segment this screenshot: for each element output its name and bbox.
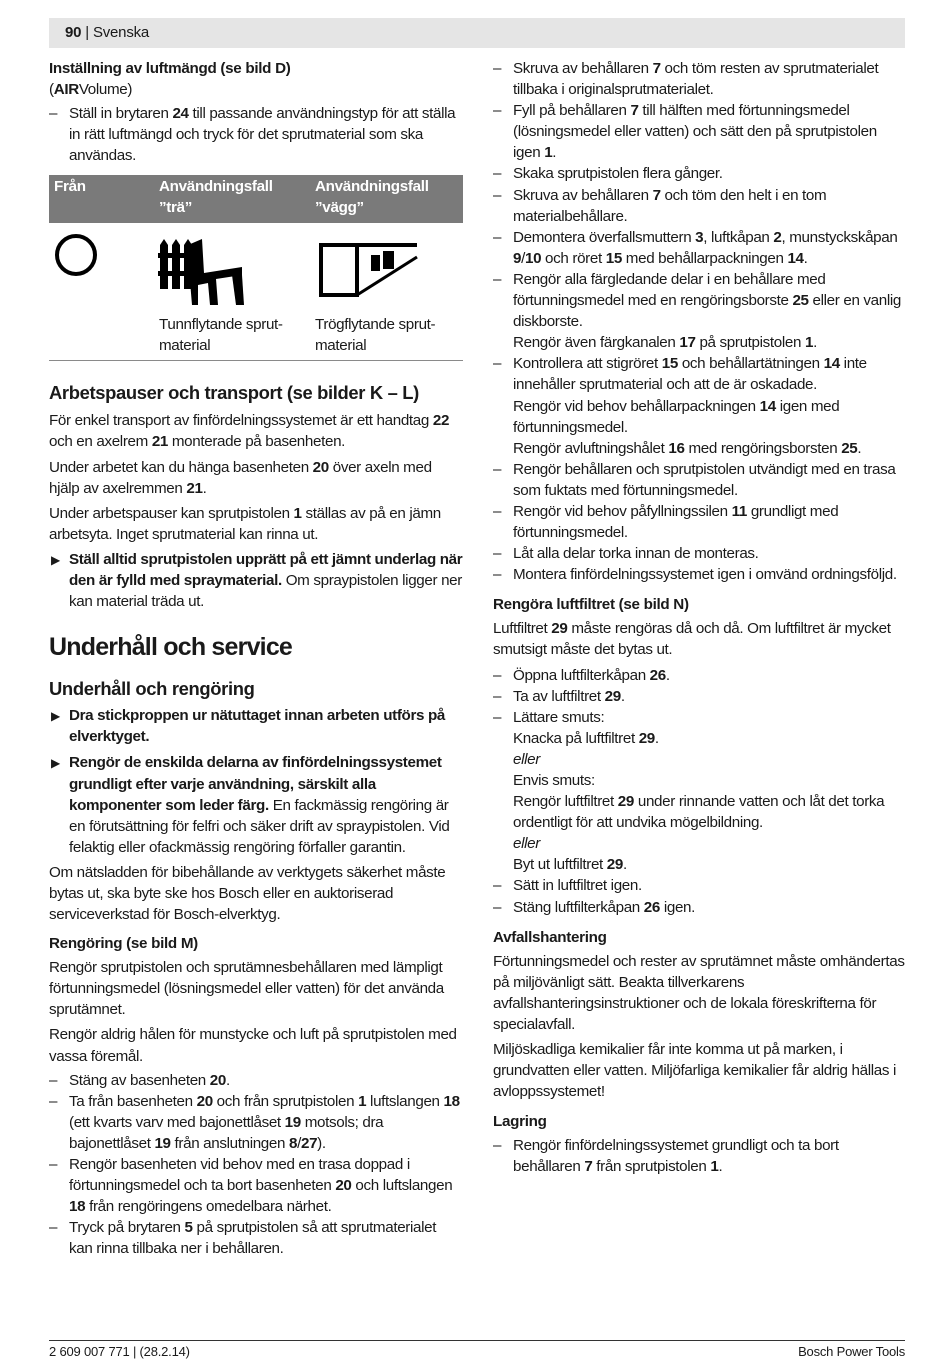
list-item: – Rengör vid behov påfyllningssilen 11 grundligt med förtunningsmedel. [493, 501, 907, 543]
header-text: 90 | Svenska [65, 24, 150, 41]
list-item: – Sätt in luftfiltret igen. [493, 875, 907, 896]
transport-paragraph-1: För enkel transport av finfördelningssystemet är ett handtag 22 och en axelrem 21 monterade på basenheten. [49, 412, 450, 451]
list-item: – Rengör behållaren och sprutpistolen utvändigt med en trasa som fuktats med förtunningsmedel. [493, 459, 907, 501]
list-item: – Rengör alla färgledande delar i en behållare med förtunningsmedel med en rengöringsborste 25 eller en vanlig diskborste. [493, 269, 907, 332]
part-number: 1 [544, 144, 553, 162]
wall-roller-icon [317, 237, 427, 299]
footer-brand: Bosch Power Tools [798, 1344, 905, 1359]
list-item: – Tryck på brytaren 5 på sprutpistolen så att sprutmaterialet kan rinna tillbaka ner i behållaren. [49, 1217, 463, 1259]
table-header-from: Från [54, 178, 86, 196]
header-language: Svenska [92, 24, 150, 41]
page-number: 90 [65, 24, 82, 41]
filter-knock: Knacka på luftfiltret 29. [513, 729, 659, 747]
maintenance-heading: Underhåll och service [49, 633, 293, 662]
part-number: 25 [841, 439, 858, 457]
air-volume-heading: Inställning av luftmängd (se bild D) [49, 60, 291, 77]
cleaning-heading: Rengöring (se bild M) [49, 935, 198, 953]
filter-or-2: eller [513, 835, 540, 853]
label-thin-material: Tunnflytande sprut- material [159, 316, 283, 355]
cleaning-steps-list [49, 1070, 463, 1260]
footer-doc-number: 2 609 007 771 | (28.2.14) [49, 1344, 190, 1359]
air-volume-subtitle: (AIRVolume) [49, 81, 133, 98]
table-label-row [49, 311, 463, 361]
part-number: 29 [606, 856, 623, 874]
part-number: 7 [630, 102, 639, 120]
part-number: 1 [358, 1092, 367, 1110]
part-number: 25 [792, 292, 809, 310]
circle-icon [54, 233, 98, 277]
part-number: 7 [652, 60, 661, 77]
part-number: 26 [649, 666, 666, 684]
cleaning-steps-continued [493, 58, 907, 332]
part-number: 26 [643, 898, 660, 916]
list-item: – Låt alla delar torka innan de monteras. [493, 543, 907, 564]
cleaning-paragraph-1: Rengör sprutpistolen och sprutämnesbehållaren med lämpligt förtunningsmedel (lösningsmedel eller vatten) för det använda sprutämnet. [49, 959, 444, 1019]
part-number: 3 [695, 228, 704, 246]
part-number: 17 [679, 334, 696, 352]
part-number: 9 [513, 249, 522, 267]
unplug-warning: ▶ Dra stickproppen ur nätuttaget innan arbeten utförs på elverktyget. [51, 707, 446, 746]
part-number: 2 [773, 228, 782, 246]
disposal-heading: Avfallshantering [493, 928, 607, 946]
list-item: – Stäng luftfilterkåpan 26 igen. [493, 897, 907, 918]
filter-paragraph: Luftfiltret 29 måste rengöras då och då. Om luftfiltret är mycket smutsigt måste det bytas ut. [493, 620, 891, 659]
air-volume-table [49, 175, 463, 361]
list-item: – Skruva av behållaren 7 och töm den helt i en tom materialbehållare. [493, 185, 907, 227]
page-header [49, 18, 905, 48]
part-number: 24 [172, 105, 189, 123]
part-number: 29 [617, 793, 634, 811]
cleaning-maintenance-heading: Underhåll och rengöring [49, 678, 255, 700]
part-number: 18 [69, 1198, 86, 1216]
filter-replace: Byt ut luftfiltret 29. [513, 856, 627, 874]
power-cord-paragraph: Om nätsladden för bibehållande av verktygets säkerhet måste bytas ut, ska byte ske hos Bosch eller en auktoriserad serviceverkstad för Bosch-elverktyg. [49, 863, 446, 924]
transport-warning: ▶ Ställ alltid sprutpistolen upprätt på ett jämnt underlag när den är fylld med spraymaterial. Om spraypistolen ligger ner kan material träda ut. [51, 550, 463, 611]
part-number: 29 [638, 729, 655, 747]
part-number: 1 [804, 334, 814, 352]
part-number: 14 [759, 397, 776, 415]
part-number: 21 [151, 433, 169, 451]
cleaning-step-check: – Kontrollera att stigröret 15 och behållartätningen 14 inte innehåller sprutmaterial och att de är oskadade. [493, 353, 907, 395]
list-item: – Rengör basenheten vid behov med en trasa doppad i förtunningsmedel och ta bort basenheten 20 och luftslangen 18 från rengöringens omedelbara närhet. [49, 1154, 463, 1217]
transport-paragraph-3: Under arbetspauser kan sprutpistolen 1 ställas av på en jämn arbetsyta. Inget sprutmaterial kan rinna ut. [49, 504, 441, 543]
table-header-wall: Användningsfall ”vägg” [315, 178, 429, 217]
part-number: 1 [710, 1158, 719, 1176]
cleaning-substep-channel: Rengör även färgkanalen 17 på sprutpistolen 1. [513, 334, 817, 352]
cleaning-substep-vent: Rengör avluftningshålet 16 med rengöringsborsten 25. [513, 439, 862, 457]
list-item: – Ta av luftfiltret 29. [493, 686, 907, 707]
right-column [493, 58, 907, 1178]
part-number: 15 [661, 355, 678, 373]
list-item: – Stäng av basenheten 20. [49, 1070, 463, 1091]
part-number: 19 [154, 1134, 171, 1152]
list-item: – Fyll på behållaren 7 till hälften med förtunningsmedel (lösningsmedel eller vatten) och sätt den på sprutpistolen igen 1. [493, 100, 907, 163]
arrow-bullet-icon: ▶ [51, 756, 60, 771]
label-thick-material: Trögflytande sprut- material [315, 316, 436, 355]
part-number: 7 [584, 1158, 593, 1176]
part-number: 11 [731, 502, 747, 520]
part-number: 15 [605, 249, 622, 267]
part-number: 10 [524, 249, 542, 267]
list-item: – Montera finfördelningssystemet igen i omvänd ordningsföljd. [493, 564, 907, 585]
transport-paragraph-2: Under arbetet kan du hänga basenheten 20 över axeln med hjälp av axelremmen 21. [49, 458, 432, 497]
storage-heading: Lagring [493, 1113, 547, 1131]
cleaning-paragraph-2: Rengör aldrig hålen för munstycke och luft på sprutpistolen med vassa föremål. [49, 1026, 457, 1065]
part-number: 19 [284, 1113, 301, 1131]
list-item: – Demontera överfallsmuttern 3, luftkåpan 2, munstyckskåpan 9/10 och röret 15 med behållarpackningen 14. [493, 227, 907, 269]
disposal-paragraph-1: Förtunningsmedel och rester av sprutämnet måste omhändertas på miljövänligt sätt. Beakta tillverkarens avfallshanteringsinstruktioner och de lokala föreskrifterna för specialavfall. [493, 952, 905, 1033]
part-number: 21 [186, 479, 203, 497]
part-number: 20 [209, 1071, 226, 1089]
clean-parts-warning: ▶ Rengör de enskilda delarna av finfördelningssystemet grundligt efter varje användning, särskilt alla komponenter som leder färg. En fackmässig rengöring är en förutsättning för felfri och säker drift av spraypistolen. Vid felaktig eller ofackmässig rengöring förfaller garantin. [51, 754, 450, 856]
filter-wash: Rengör luftfiltret 29 under rinnande vatten och låt det torka ordentligt för att undvika mögelbildning. [513, 793, 885, 832]
table-icon-row [49, 223, 463, 311]
fence-chair-icon [158, 231, 244, 307]
part-number: 18 [443, 1092, 460, 1110]
filter-or-1: eller [513, 750, 540, 768]
filter-stubborn-dirt: Envis smuts: [513, 772, 595, 789]
part-number: 7 [652, 186, 661, 204]
part-number: 29 [604, 687, 621, 705]
arrow-bullet-icon: ▶ [51, 552, 60, 567]
list-item: – Öppna luftfilterkåpan 26. [493, 665, 907, 686]
part-number: 8 [288, 1134, 298, 1152]
air-volume-item: – Ställ in brytaren 24 till passande användningstyp för att ställa in rätt luftmängd och tryck för det sprutmaterial som ska användas. [49, 103, 463, 166]
list-item: – Ta från basenheten 20 och från sprutpistolen 1 luftslangen 18 (ett kvarts varv med bajonettlåset 19 motsols; dra bajonettlåset 19 från anslutningen 8/27). [49, 1091, 463, 1154]
part-number: 14 [823, 355, 840, 373]
arrow-bullet-icon: ▶ [51, 709, 60, 724]
filter-light-dirt: – Lättare smuts: [493, 707, 907, 728]
disposal-paragraph-2: Miljöskadliga kemikalier får inte komma ut på marken, i grundvatten eller vatten. Miljöfarliga kemikalier får aldrig hällas i avloppssystemet! [493, 1041, 896, 1101]
filter-steps-final [493, 875, 907, 917]
part-number: 16 [668, 439, 685, 457]
part-number: 22 [432, 412, 450, 430]
list-item: – Skruva av behållaren 7 och töm resten av sprutmaterialet tillbaka i originalsprutmaterialet. [493, 58, 907, 100]
table-header-row [49, 175, 463, 223]
cleaning-substep-seal: Rengör vid behov behållarpackningen 14 igen med förtunningsmedel. [513, 397, 840, 436]
part-number: 27 [300, 1134, 318, 1152]
part-number: 29 [551, 620, 568, 638]
part-number: 20 [312, 458, 329, 476]
part-number: 20 [335, 1177, 352, 1195]
part-number: 5 [184, 1219, 193, 1237]
filter-steps-list [493, 665, 907, 707]
part-number: 20 [196, 1092, 213, 1110]
cleaning-steps-final [493, 459, 907, 586]
part-number: 1 [293, 504, 302, 522]
part-number: 14 [787, 249, 804, 267]
transport-heading: Arbetspauser och transport (se bilder K – L) [49, 382, 419, 404]
table-header-wood: Användningsfall ”trä” [159, 178, 273, 217]
footer-divider [49, 1340, 905, 1341]
left-column [49, 58, 463, 1259]
storage-item: – Rengör finfördelningssystemet grundligt och ta bort behållaren 7 från sprutpistolen 1. [493, 1135, 907, 1177]
filter-heading: Rengöra luftfiltret (se bild N) [493, 596, 689, 614]
list-item: – Skaka sprutpistolen flera gånger. [493, 163, 907, 184]
